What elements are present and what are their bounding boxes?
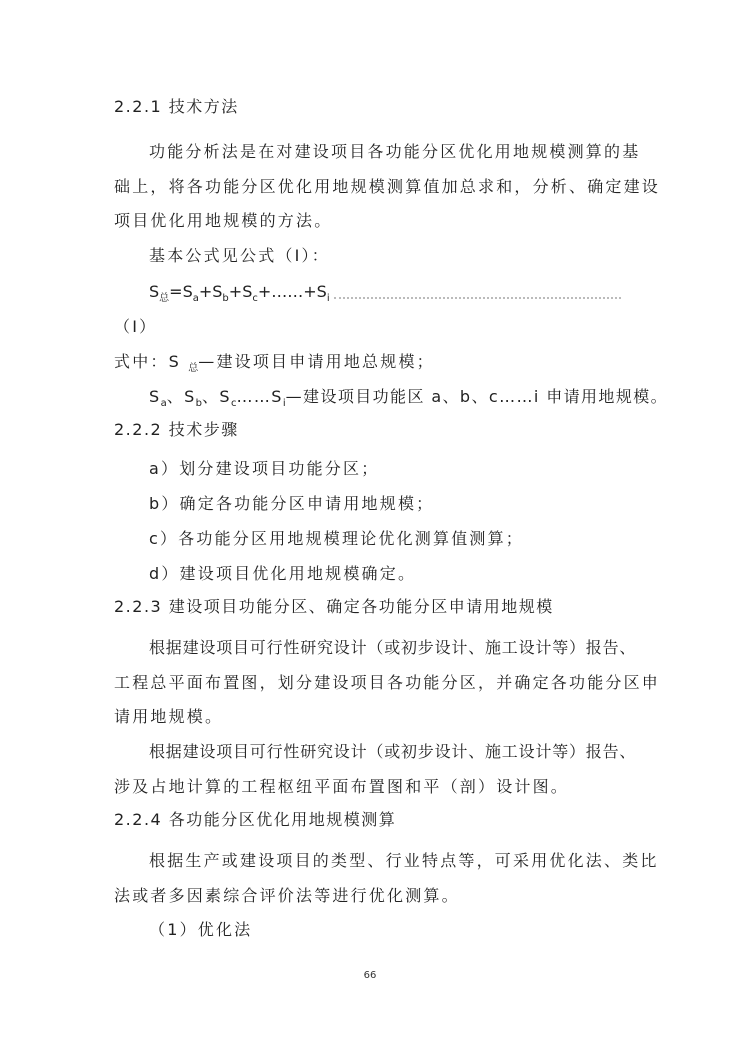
heading-2-2-1: 2.2.1 技术方法 [114, 97, 239, 116]
page-number: 66 [363, 970, 377, 981]
formula-part: 、S [166, 387, 196, 406]
formula-part: +……+S [257, 282, 327, 301]
heading-2-2-4: 2.2.4 各功能分区优化用地规模测算 [114, 810, 397, 829]
heading-2-2-3: 2.2.3 建设项目功能分区、确定各功能分区申请用地规模 [114, 597, 554, 616]
formula-definition [149, 386, 668, 415]
formula-part: +S [198, 282, 223, 301]
formula-part: 、S [202, 387, 231, 406]
formula-definition-prefix: 式中：S [114, 352, 189, 371]
formula-subscript: b [222, 293, 229, 304]
formula-part: +S [228, 282, 253, 301]
paragraph-line: 工程总平面布置图，划分建设项目各功能分区，并确定各功能分区申 [114, 673, 661, 692]
formula-subscript: c [252, 293, 258, 304]
paragraph-line: 涉及占地计算的工程枢纽平面布置图和平（剖）设计图。 [114, 777, 570, 796]
formula-subscript: 总 [188, 363, 199, 374]
paragraph-line: 础上，将各功能分区优化用地规模测算值加总求和，分析、确定建设 [114, 177, 661, 196]
heading-2-2-2: 2.2.2 技术步骤 [114, 420, 239, 439]
formula-definition [114, 351, 435, 380]
paragraph-line: 根据生产或建设项目的类型、行业特点等，可采用优化法、类比 [149, 851, 659, 870]
formula-subscript: b [195, 398, 203, 409]
paragraph-line: 请用地规模。 [114, 707, 224, 726]
formula-part: S [149, 282, 160, 301]
list-item: （1）优化法 [149, 920, 253, 939]
formula-subscript: a [192, 293, 199, 304]
formula-subscript: 总 [159, 293, 170, 304]
formula-subscript: i [326, 293, 330, 304]
formula-definition-text: —建设项目功能区 a、b、c……i 申请用地规模。 [285, 387, 669, 406]
formula-subscript: a [160, 398, 167, 409]
list-item: d）建设项目优化用地规模确定。 [149, 564, 417, 583]
list-item: b）确定各功能分区申请用地规模； [149, 494, 435, 513]
paragraph-line: 法或者多因素综合评价法等进行优化测算。 [114, 886, 460, 905]
formula-intro: 基本公式见公式（Ⅰ）： [149, 246, 330, 265]
formula [149, 281, 330, 310]
formula-number: （Ⅰ） [114, 317, 158, 336]
paragraph-line: 根据建设项目可行性研究设计（或初步设计、施工设计等）报告、 [149, 638, 637, 657]
formula-part: =S [169, 282, 193, 301]
paragraph-line: 功能分析法是在对建设项目各功能分区优化用地规模测算的基 [149, 142, 641, 161]
formula-part: ……S [236, 387, 283, 406]
formula-dot-leader [334, 297, 621, 299]
formula-subscript: c [231, 398, 237, 409]
list-item: c）各功能分区用地规模理论优化测算值测算； [149, 529, 524, 548]
formula-part: S [149, 387, 161, 406]
paragraph-line: 根据建设项目可行性研究设计（或初步设计、施工设计等）报告、 [149, 742, 637, 761]
paragraph-line: 项目优化用地规模的方法。 [114, 211, 333, 230]
formula-subscript: i [282, 398, 286, 409]
list-item: a）划分建设项目功能分区； [149, 459, 380, 478]
formula-definition-text: —建设项目申请用地总规模； [198, 352, 435, 371]
